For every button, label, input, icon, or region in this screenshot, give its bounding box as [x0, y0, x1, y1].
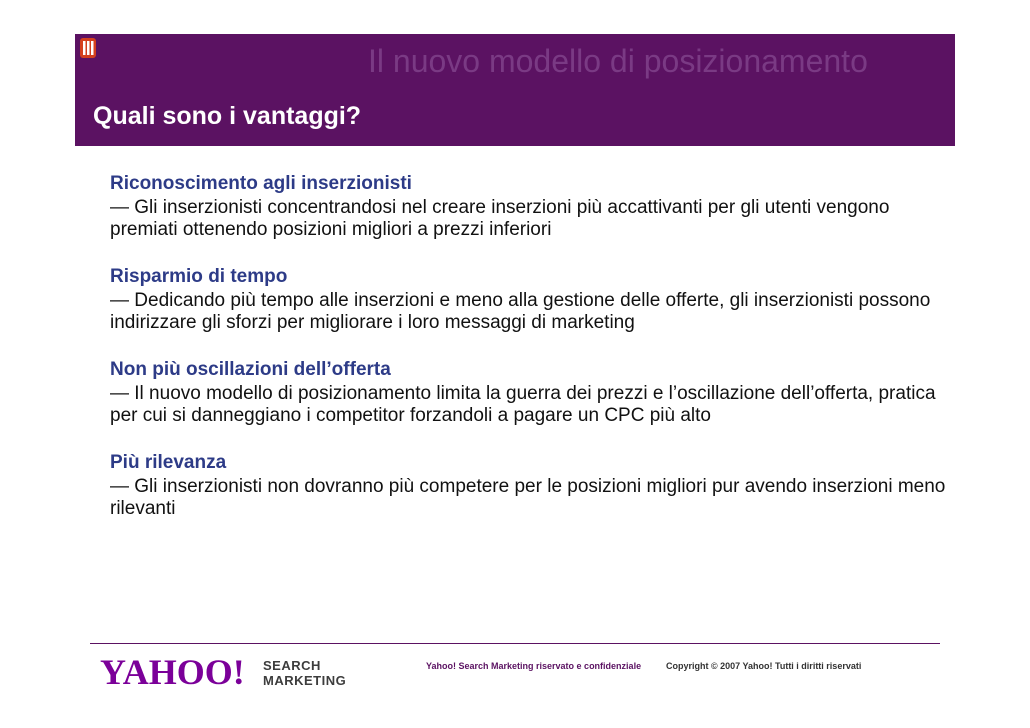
benefit-text: — Dedicando più tempo alle inserzioni e meno alla gestione delle offerte, gli inserzionisti possono indirizzare gli sforzi per migliorare i loro messaggi di marketing: [110, 290, 931, 333]
benefit-title: Più rilevanza: [110, 452, 227, 473]
benefit-item: [110, 451, 950, 520]
yahoo-mark-icon: [79, 36, 99, 60]
benefit-title: Non più oscillazioni dell’offerta: [110, 359, 391, 380]
benefit-item: [110, 172, 950, 241]
yahoo-logo: [100, 651, 260, 691]
benefit-item: [110, 265, 950, 334]
product-line-2: MARKETING: [263, 673, 347, 688]
slide-heading: Quali sono i vantaggi?: [93, 102, 362, 130]
confidential-note: Yahoo! Search Marketing riservato e confidenziale: [426, 661, 642, 671]
benefit-title: Riconoscimento agli inserzionisti: [110, 173, 412, 194]
benefit-title: Risparmio di tempo: [110, 266, 288, 287]
benefit-text: — Gli inserzionisti concentrandosi nel creare inserzioni più accattivanti per gli utenti vengono premiati ottenendo posizioni migliori a prezzi inferiori: [110, 197, 890, 240]
benefit-item: [110, 358, 950, 427]
benefits-list: [110, 172, 950, 544]
benefit-text: — Il nuovo modello di posizionamento limita la guerra dei prezzi e l’oscillazione dell’offerta, pratica per cui si danneggiano i competitor forzandoli a pagare un CPC più alto: [110, 383, 936, 426]
product-line-1: SEARCH: [263, 658, 321, 673]
search-marketing-label: [263, 658, 346, 688]
benefit-text: — Gli inserzionisti non dovranno più competere per le posizioni migliori pur avendo inserzioni meno rilevanti: [110, 476, 946, 519]
footer-divider: [90, 643, 940, 644]
svg-text:YAHOO!: YAHOO!: [100, 652, 245, 691]
copyright-note: Copyright © 2007 Yahoo! Tutti i diritti riservati: [666, 661, 862, 671]
slide-supertitle: Il nuovo modello di posizionamento: [368, 43, 868, 79]
